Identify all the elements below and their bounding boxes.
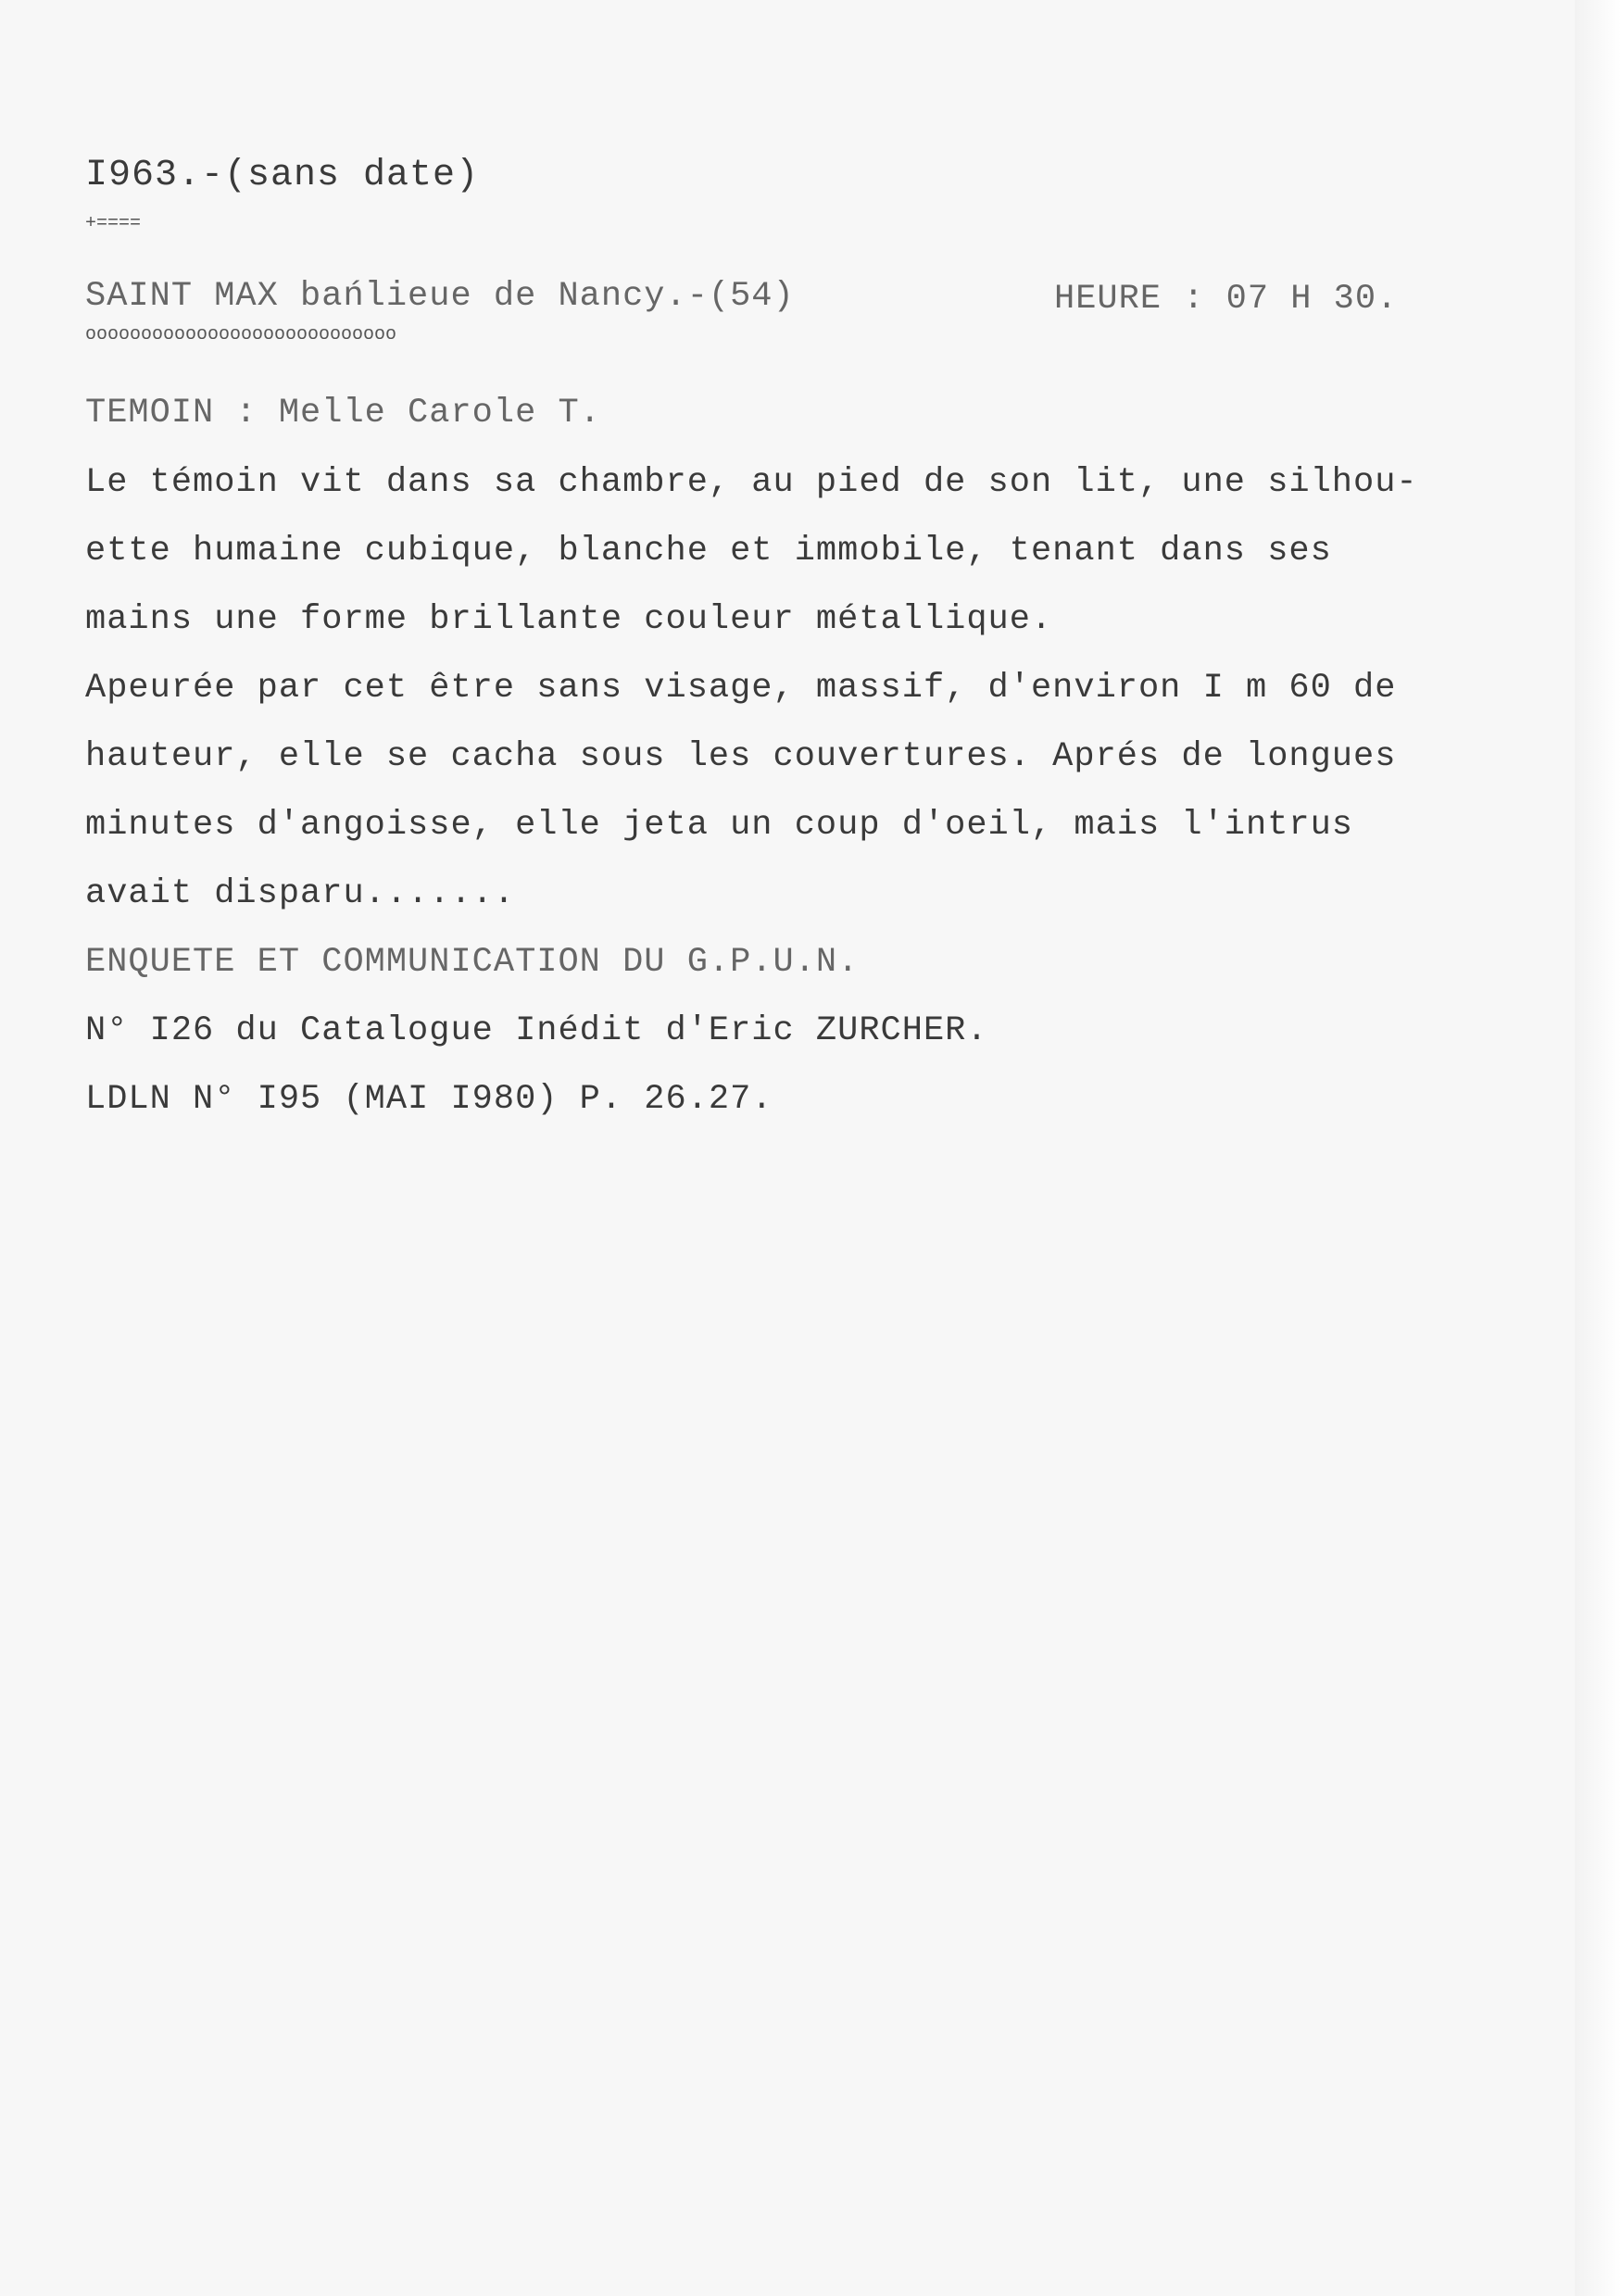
source-line: ENQUETE ET COMMUNICATION DU G.P.U.N. bbox=[85, 943, 860, 982]
body-line: Apeurée par cet être sans visage, massif, d'environ I m 60 de bbox=[85, 669, 1397, 708]
body-line: ette humaine cubique, blanche et immobile, tenant dans ses bbox=[85, 532, 1332, 571]
date-line: I963.-(sans date) bbox=[85, 155, 480, 196]
time-line: HEURE : 07 H 30. bbox=[1054, 280, 1399, 319]
source-line: LDLN N° I95 (MAI I980) P. 26.27. bbox=[85, 1080, 773, 1119]
body-line: avait disparu....... bbox=[85, 874, 516, 913]
body-line: minutes d'angoisse, elle jeta un coup d'oeil, mais l'intrus bbox=[85, 806, 1354, 845]
location-underline: oooooooooooooooooooooooooooo bbox=[85, 324, 397, 345]
body-line: Le témoin vit dans sa chambre, au pied de son lit, une silhou- bbox=[85, 463, 1418, 502]
source-line: N° I26 du Catalogue Inédit d'Eric ZURCHER. bbox=[85, 1011, 988, 1050]
location-line: SAINT MAX bańlieue de Nancy.-(54) bbox=[85, 277, 795, 316]
date-underline: +==== bbox=[85, 213, 142, 234]
page-edge bbox=[1575, 0, 1621, 2296]
witness-line: TEMOIN : Melle Carole T. bbox=[85, 394, 601, 433]
body-line: mains une forme brillante couleur métallique. bbox=[85, 600, 1053, 639]
body-line: hauteur, elle se cacha sous les couvertures. Aprés de longues bbox=[85, 737, 1397, 776]
